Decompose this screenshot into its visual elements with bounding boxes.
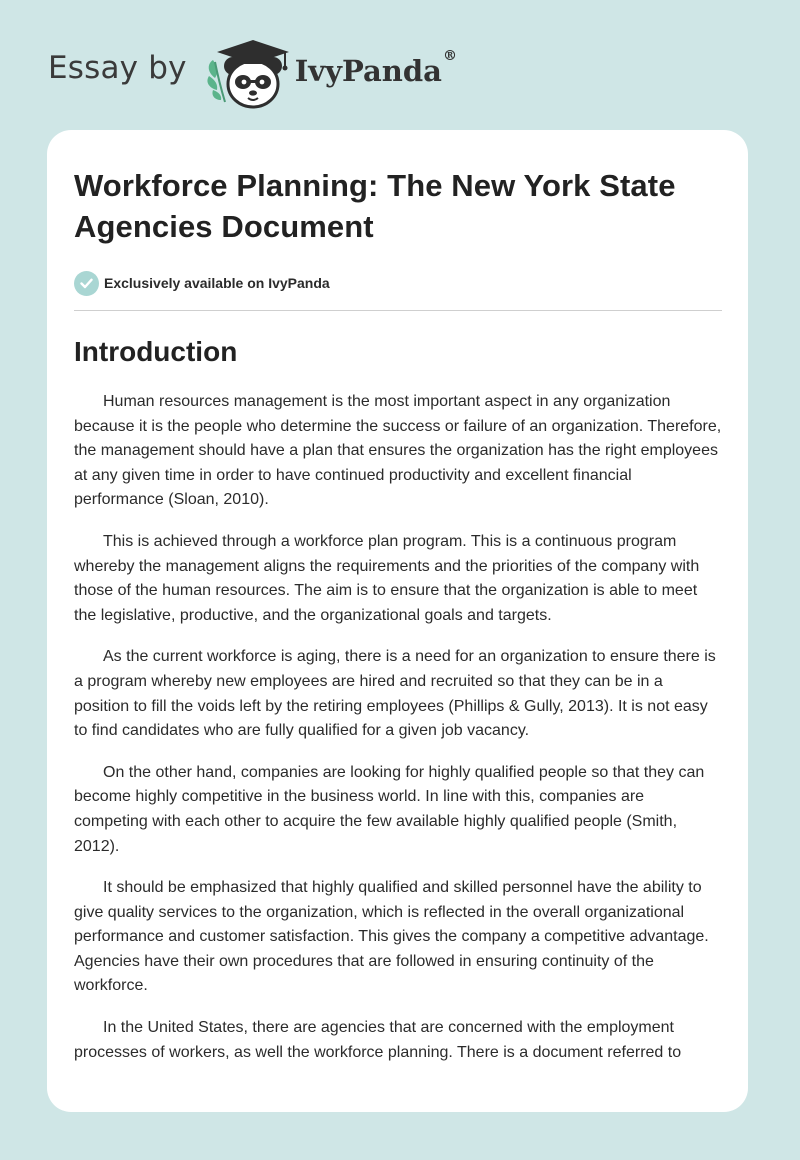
paragraph: In the United States, there are agencies that are concerned with the employment processes of workers, as well the workforce planning. There is a document referred to [74, 1019, 682, 1061]
site-header [48, 32, 457, 112]
paragraph: Human resources management is the most important aspect in any organization because it is the people who determine the success or failure of an organization. Therefore, the management should have a plan that ensures the organization has the right employees at any given time in order to have continued productivity and excellent financial performance (Sloan, 2010). [74, 393, 722, 509]
exclusive-label: Exclusively available on IvyPanda [104, 275, 330, 291]
paragraph: It should be emphasized that highly qualified and skilled personnel have the ability to give quality services to the organization, which is reflected in the overall organizational performance and customer satisfaction. This gives the company a competitive advantage. Agencies have their own procedures that are followed in ensuring continuity of the workforce. [74, 879, 709, 995]
essay-card [47, 130, 748, 1112]
brand-name[interactable]: IvyPanda® [294, 48, 457, 88]
paragraph: As the current workforce is aging, there is a need for an organization to ensure there is a program whereby new employees are hired and recruited so that they can be in a position to fill the voids left by the retiring employees (Phillips & Gully, 2013). It is not easy to find candidates who are fully qualified for a given job vacancy. [74, 648, 716, 740]
header-divider [74, 310, 722, 311]
essay-body [74, 390, 722, 1065]
exclusive-badge [74, 270, 722, 296]
registered-mark: ® [442, 48, 457, 64]
check-badge-icon [74, 271, 99, 296]
paragraph: This is achieved through a workforce plan program. This is a continuous program whereby the management aligns the requirements and the priorities of the company with those of the human resources. The aim is to ensure that the organization is able to meet the legislative, productive, and the organizational goals and targets. [74, 532, 700, 624]
essay-title: Workforce Planning: The New York State Agencies Document [74, 168, 676, 244]
panda-graduate-logo-icon[interactable] [201, 32, 301, 112]
paragraph: On the other hand, companies are looking for highly qualified people so that they can become highly competitive in the business world. In line with this, companies are competing with each other to acquire the few available highly qualified people (Smith, 2012). [74, 763, 705, 855]
section-heading-introduction: Introduction [74, 336, 238, 367]
essay-by-label: Essay by [48, 50, 187, 86]
